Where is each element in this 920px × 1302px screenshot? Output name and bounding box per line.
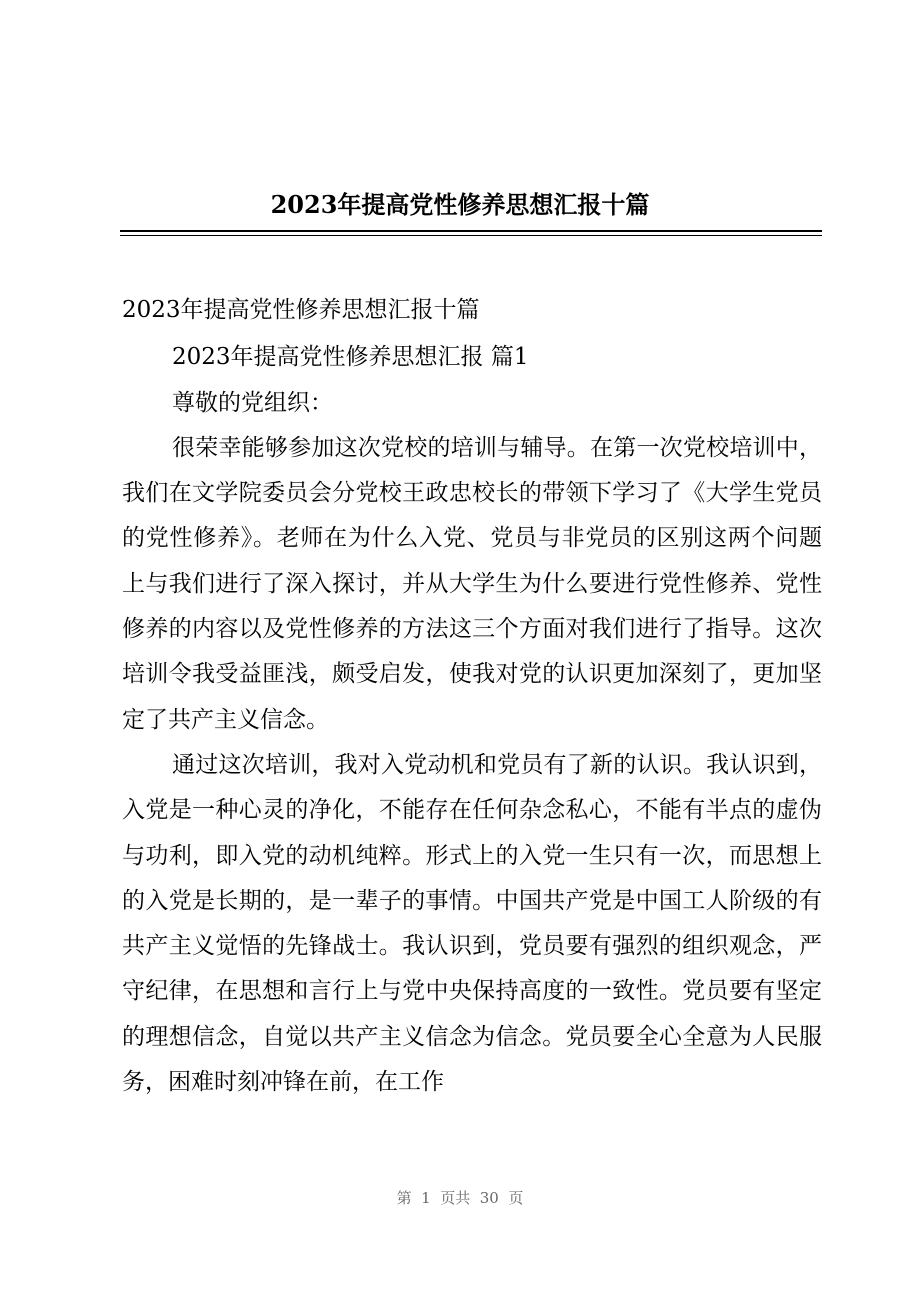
- page-footer: 第 1 页共 30 页: [396, 1189, 524, 1207]
- salutation: 尊敬的党组织：: [172, 389, 333, 416]
- document-title: 2023年提高党性修养思想汇报十篇: [270, 190, 650, 219]
- content-heading: 2023年提高党性修养思想汇报十篇: [122, 297, 480, 323]
- document-body: [122, 288, 822, 1105]
- title-underline-thin: [120, 235, 822, 236]
- title-underline-thick: [120, 230, 822, 232]
- paragraph: 很荣幸能够参加这次党校的培训与辅导。在第一次党校培训中，我们在文学院委员会分党校王政忠校长的带领下学习了《大学生党员的党性修养》。老师在为什么入党、党员与非党员的区别这两个问题上与我们进行了深入探讨，并从大学生为什么要进行党性修养、党性修养的内容以及党性修养的方法这三个方面对我们进行了指导。这次培训令我受益匪浅，颇受启发，使我对党的认识更加深刻了，更加坚定了共产主义信念。: [122, 434, 822, 733]
- content-subheading: 2023年提高党性修养思想汇报 篇1: [172, 344, 529, 371]
- paragraph: 通过这次培训，我对入党动机和党员有了新的认识。我认识到，入党是一种心灵的净化，不能存在任何杂念私心，不能有半点的虚伪与功利，即入党的动机纯粹。形式上的入党一生只有一次，而思想上的入党是长期的，是一辈子的事情。中国共产党是中国工人阶级的有共产主义觉悟的先锋战士。我认识到，党员要有强烈的组织观念，严守纪律，在思想和言行上与党中央保持高度的一致性。党员要有坚定的理想信念，自觉以共产主义信念为信念。党员要全心全意为人民服务，困难时刻冲锋在前，在工作: [122, 751, 822, 1096]
